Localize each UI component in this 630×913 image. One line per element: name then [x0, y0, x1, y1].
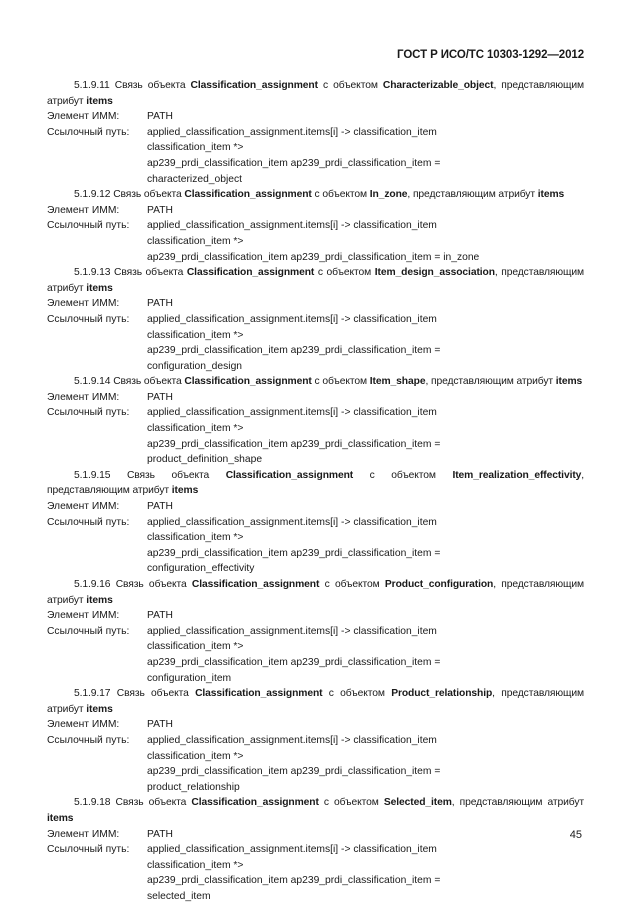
section-number: 5.1.9.17 [74, 688, 111, 700]
target-entity-name: Item_design_association [374, 267, 495, 279]
path-line: classification_item *> [147, 532, 244, 544]
element-label: Элемент ИММ: [47, 610, 120, 622]
heading-text: Связь объекта [126, 469, 210, 481]
section-number: 5.1.9.11 [74, 80, 110, 91]
element-row [47, 203, 584, 219]
element-value: PATH [147, 610, 173, 622]
target-entity-name: In_zone [369, 189, 408, 201]
path-line: classification_item *> [147, 750, 244, 762]
element-row [47, 499, 584, 515]
attribute-name: items [47, 812, 74, 824]
path-line: product_definition_shape [147, 454, 263, 466]
section-heading [47, 468, 584, 499]
path-line: applied_classification_assignment.items[i] -> classification_item [147, 313, 437, 325]
standard-header: ГОСТ Р ИСО/ТС 10303-1292—2012 [397, 49, 584, 61]
section-heading [47, 374, 584, 390]
reference-path [147, 624, 584, 686]
attribute-name: items [555, 376, 583, 388]
heading-text: Связь объекта [115, 579, 187, 590]
path-line: applied_classification_assignment.items[i] -> classification_item [147, 126, 437, 138]
path-line: applied_classification_assignment.items[i] -> classification_item [147, 625, 437, 637]
heading-text: , представляющим атрибут [47, 80, 584, 107]
element-label: Элемент ИММ: [47, 298, 120, 310]
element-label: Элемент ИММ: [47, 501, 120, 513]
reference-label: Ссылочный путь: [47, 625, 130, 637]
element-value: PATH [147, 204, 173, 216]
section-5-1-9-14 [47, 374, 584, 468]
section-heading [47, 795, 584, 826]
path-line: product_relationship [147, 781, 240, 793]
reference-path [147, 312, 584, 374]
section-number: 5.1.9.13 [74, 267, 111, 279]
element-label: Элемент ИММ: [47, 111, 120, 123]
entity-name: Classification_assignment [186, 267, 315, 279]
reference-row [47, 312, 584, 374]
path-line: applied_classification_assignment.items[i] -> classification_item [147, 407, 437, 419]
path-line: applied_classification_assignment.items[i] -> classification_item [147, 220, 437, 232]
target-entity-name: Selected_item [383, 797, 452, 809]
heading-text: Связь объекта [114, 267, 184, 279]
heading-text: , представляющим атрибут [425, 376, 553, 388]
heading-text: , представляющим атрибут [451, 797, 585, 809]
heading-text: с объектом [314, 376, 368, 388]
reference-row [47, 515, 584, 577]
heading-text: Связь объекта [116, 688, 189, 700]
section-5-1-9-17 [47, 686, 584, 795]
section-5-1-9-12 [47, 187, 584, 265]
element-value: PATH [147, 111, 173, 123]
reference-path [147, 733, 584, 795]
element-value: PATH [147, 719, 173, 731]
path-line: selected_item [147, 890, 211, 902]
path-line: configuration_effectivity [147, 563, 255, 575]
heading-text: , представляющим атрибут [47, 688, 584, 715]
entity-name: Classification_assignment [184, 376, 312, 388]
element-row [47, 109, 584, 125]
heading-text: , представляющим атрибут [47, 469, 585, 497]
path-line: ap239_prdi_classification_item ap239_prdi_classification_item = [147, 656, 441, 668]
path-line: classification_item *> [147, 641, 244, 653]
path-line: configuration_item [147, 672, 232, 684]
attribute-name: items [537, 189, 565, 201]
path-line: classification_item *> [147, 859, 244, 871]
element-value: PATH [147, 391, 173, 403]
section-heading [47, 686, 584, 717]
reference-path [147, 218, 584, 265]
element-row [47, 390, 584, 406]
reference-row [47, 218, 584, 265]
reference-row [47, 733, 584, 795]
document-content [47, 78, 584, 904]
heading-text: с объектом [328, 688, 385, 700]
heading-text: , представляющим атрибут [47, 579, 584, 606]
attribute-name: items [86, 95, 113, 107]
attribute-name: items [86, 594, 113, 606]
path-line: classification_item *> [147, 142, 244, 154]
reference-label: Ссылочный путь: [47, 220, 130, 232]
heading-text: Связь объекта [114, 80, 186, 91]
reference-row [47, 405, 584, 467]
page-number: 45 [569, 829, 582, 841]
reference-path [147, 125, 584, 187]
section-heading [47, 78, 584, 109]
element-label: Элемент ИММ: [47, 204, 120, 216]
path-line: applied_classification_assignment.items[i] -> classification_item [147, 844, 437, 856]
path-line: ap239_prdi_classification_item ap239_prdi_classification_item = [147, 547, 441, 559]
path-line: ap239_prdi_classification_item ap239_prdi_classification_item = [147, 157, 441, 169]
attribute-name: items [86, 282, 113, 294]
attribute-name: items [86, 703, 113, 715]
target-entity-name: Characterizable_object [382, 80, 494, 91]
section-number: 5.1.9.12 [74, 189, 111, 201]
target-entity-name: Item_shape [369, 376, 426, 388]
reference-row [47, 125, 584, 187]
heading-text: с объектом [324, 579, 380, 590]
entity-name: Classification_assignment [191, 579, 320, 590]
section-5-1-9-13 [47, 265, 584, 374]
path-line: configuration_design [147, 360, 243, 372]
path-line: classification_item *> [147, 235, 244, 247]
path-line: ap239_prdi_classification_item ap239_prdi_classification_item = [147, 766, 441, 778]
path-line: ap239_prdi_classification_item ap239_prdi_classification_item = [147, 345, 441, 357]
heading-text: с объектом [314, 189, 368, 201]
section-number: 5.1.9.16 [74, 579, 111, 590]
attribute-name: items [171, 485, 199, 497]
section-5-1-9-15 [47, 468, 584, 577]
reference-label: Ссылочный путь: [47, 516, 130, 528]
reference-label: Ссылочный путь: [47, 126, 130, 138]
reference-path [147, 405, 584, 467]
entity-name: Classification_assignment [184, 189, 312, 201]
section-heading [47, 265, 584, 296]
heading-text: , представляющим атрибут [47, 267, 584, 294]
element-row [47, 608, 584, 624]
element-label: Элемент ИММ: [47, 719, 120, 731]
heading-text: Связь объекта [115, 797, 187, 809]
section-5-1-9-11 [47, 78, 584, 187]
reference-label: Ссылочный путь: [47, 407, 130, 419]
path-line: classification_item *> [147, 329, 244, 341]
section-number: 5.1.9.15 [74, 469, 111, 481]
path-line: applied_classification_assignment.items[i] -> classification_item [147, 734, 437, 746]
path-line: characterized_object [147, 173, 243, 185]
element-value: PATH [147, 828, 173, 840]
element-row [47, 717, 584, 733]
reference-path [147, 515, 584, 577]
reference-path [147, 842, 584, 904]
reference-label: Ссылочный путь: [47, 313, 130, 325]
target-entity-name: Item_realization_effectivity [452, 469, 582, 481]
target-entity-name: Product_configuration [384, 579, 494, 590]
reference-row [47, 624, 584, 686]
heading-text: с объектом [323, 797, 379, 809]
entity-name: Classification_assignment [191, 797, 319, 809]
path-line: classification_item *> [147, 423, 244, 435]
element-value: PATH [147, 298, 173, 310]
path-line: applied_classification_assignment.items[i] -> classification_item [147, 516, 437, 528]
path-line: ap239_prdi_classification_item ap239_prdi_classification_item = [147, 438, 441, 450]
section-number: 5.1.9.14 [74, 376, 111, 388]
heading-text: с объектом [369, 469, 436, 481]
section-heading [47, 187, 584, 203]
entity-name: Classification_assignment [195, 688, 323, 700]
element-row [47, 827, 584, 843]
reference-label: Ссылочный путь: [47, 844, 130, 856]
heading-text: с объектом [323, 80, 378, 91]
element-label: Элемент ИММ: [47, 391, 120, 403]
target-entity-name: Product_relationship [391, 688, 493, 700]
heading-text: с объектом [317, 267, 372, 279]
element-row [47, 296, 584, 312]
entity-name: Classification_assignment [190, 80, 318, 91]
section-number: 5.1.9.18 [74, 797, 111, 809]
section-5-1-9-16 [47, 577, 584, 686]
path-line: ap239_prdi_classification_item ap239_prdi_classification_item = in_zone [147, 251, 480, 263]
section-5-1-9-18 [47, 795, 584, 904]
element-value: PATH [147, 501, 173, 513]
section-heading [47, 577, 584, 608]
reference-label: Ссылочный путь: [47, 734, 130, 746]
heading-text: Связь объекта [113, 376, 182, 388]
path-line: ap239_prdi_classification_item ap239_prdi_classification_item = [147, 875, 441, 887]
element-label: Элемент ИММ: [47, 828, 120, 840]
heading-text: Связь объекта [113, 189, 182, 201]
entity-name: Classification_assignment [225, 469, 354, 481]
heading-text: , представляющим атрибут [407, 189, 535, 201]
reference-row [47, 842, 584, 904]
